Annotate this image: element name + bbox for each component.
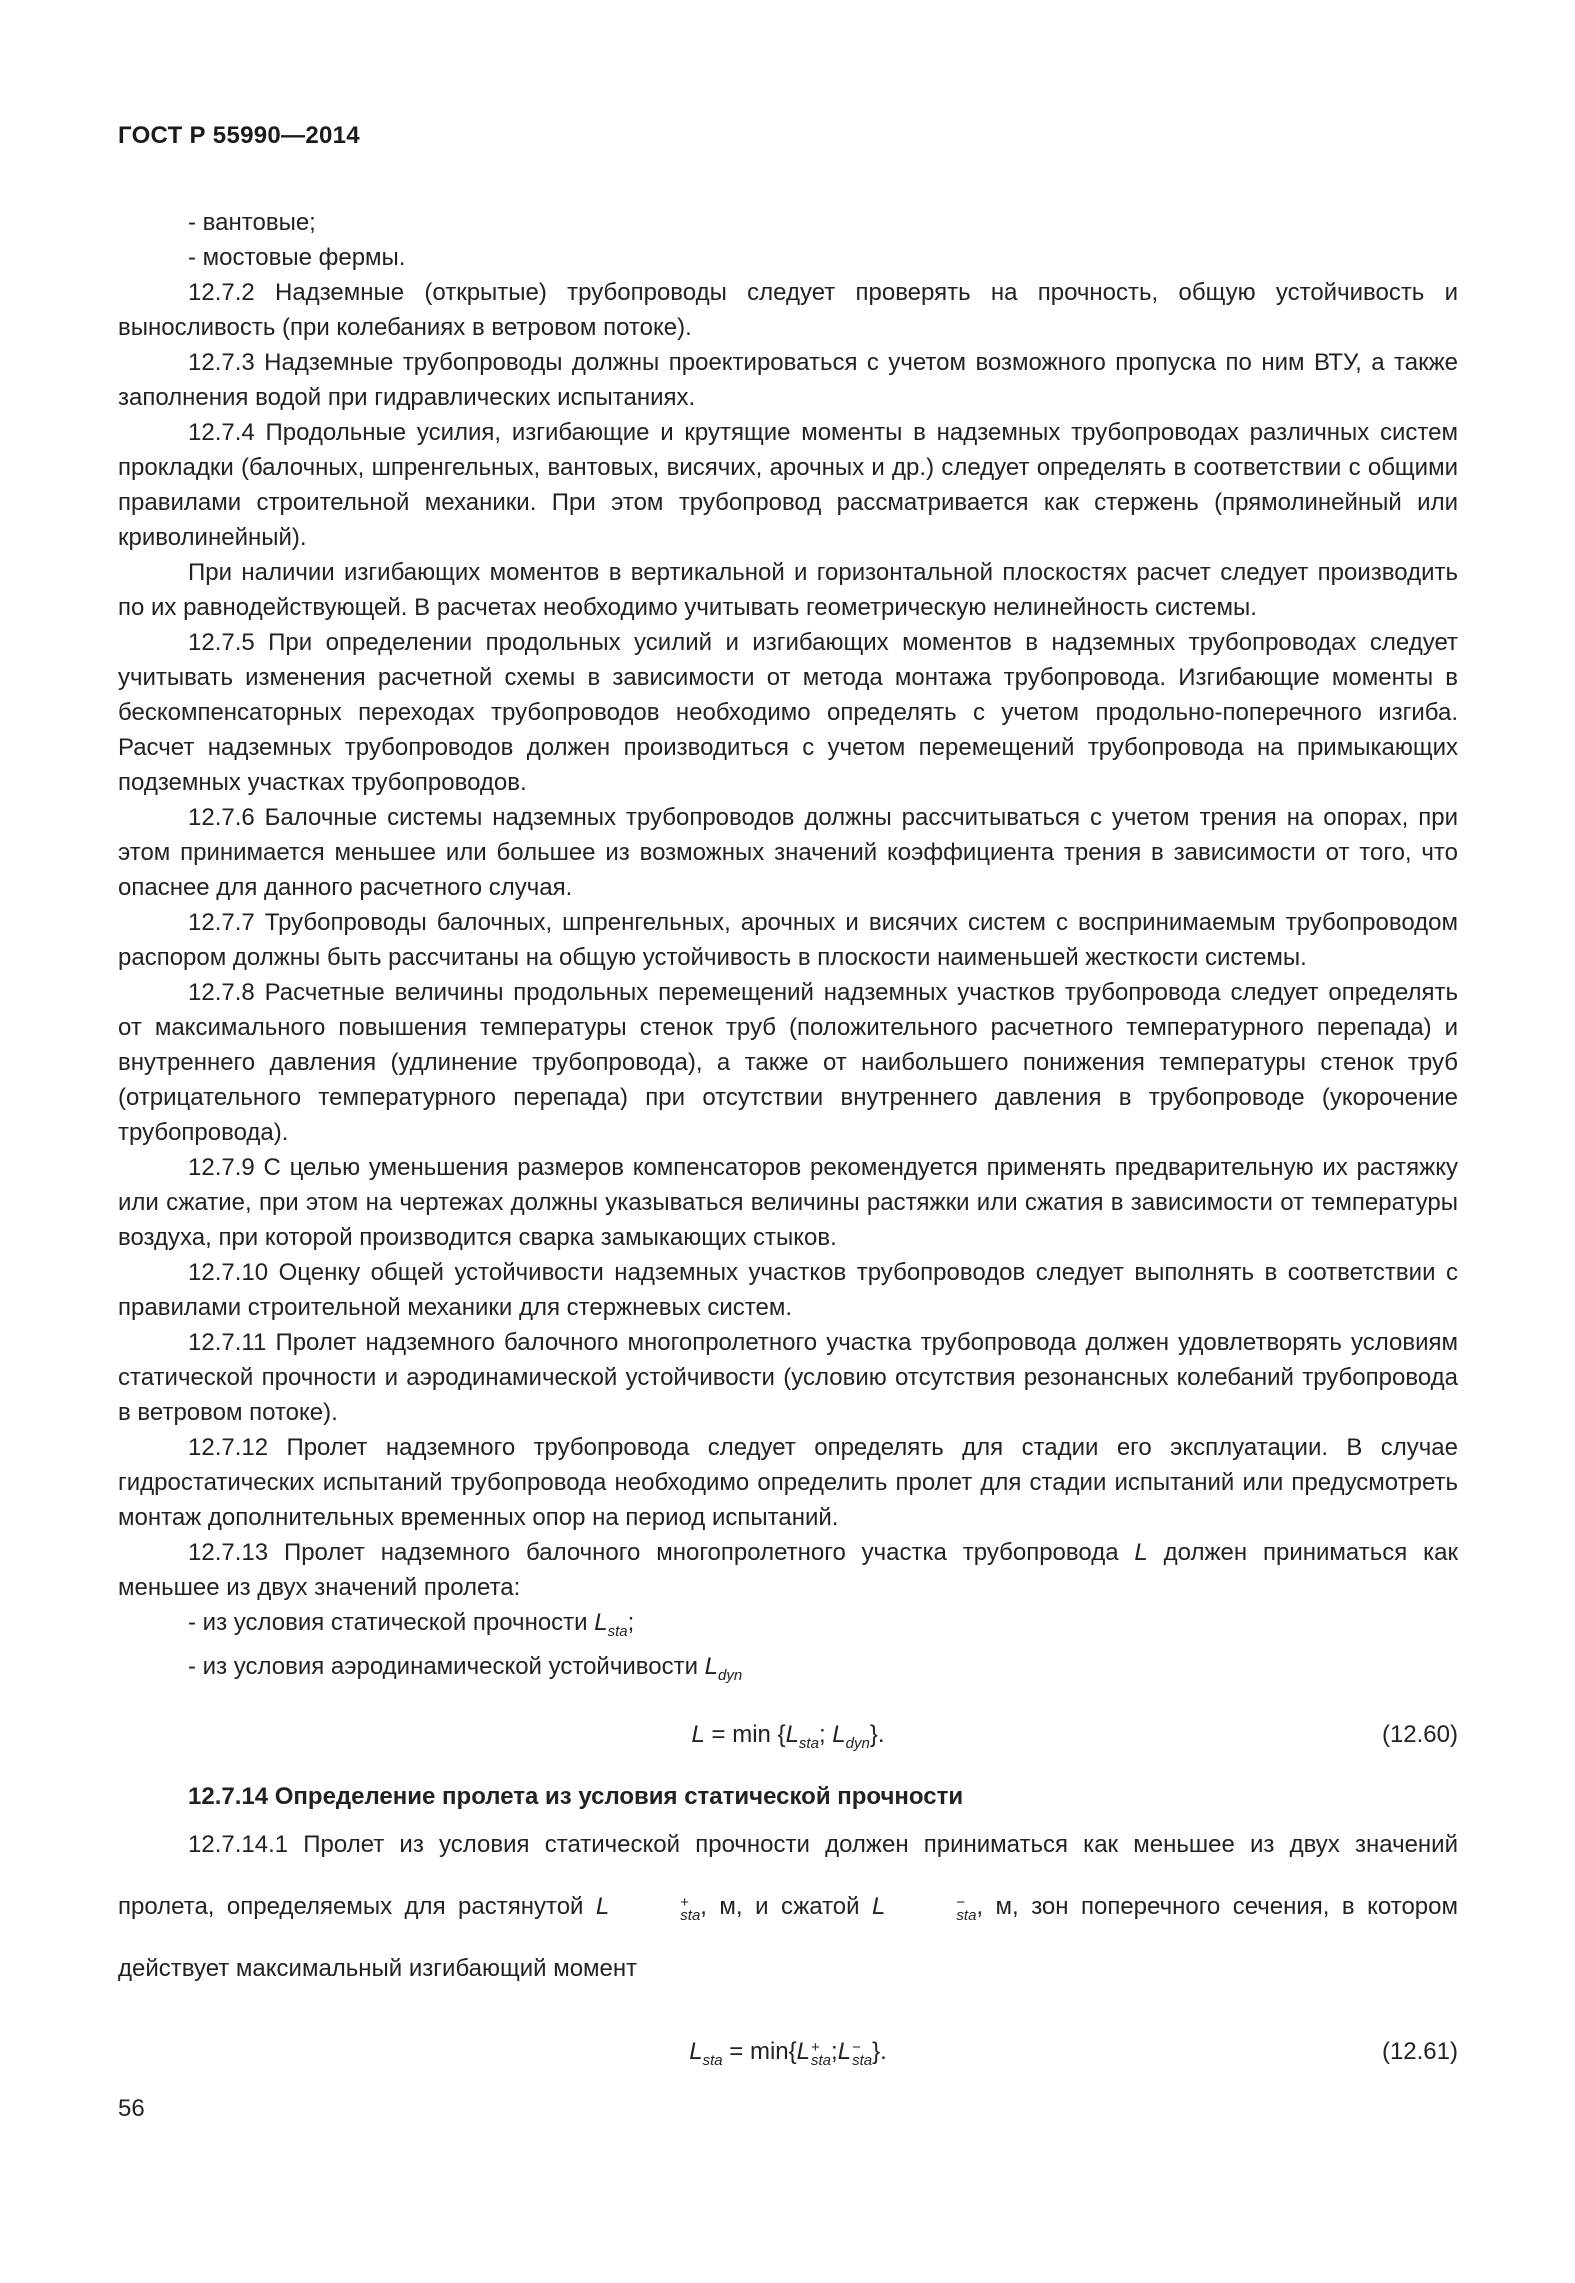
paragraph-12-7-12: 12.7.12 Пролет надземного трубопровода следует определять для стадии его эксплуатации. В случае гидростатических испытаний трубопровода необходимо определить пролет для стадии испытаний или предусмотреть монтаж дополнительных временных опор на период испытаний. — [118, 1434, 1458, 1531]
superscript-subscript: + sta — [680, 1893, 701, 1924]
paragraph-12-7-5: 12.7.5 При определении продольных усилий и изгибающих моментов в надземных трубопроводах следует учитывать изменения расчетной схемы в зависимости от метода монтажа трубопровода. Изгибающие моменты в бескомпенсаторных переходах трубопроводов необходимо определять с учетом продольно-поперечного изгиба. Расчет надземных трубопроводов должен производиться с учетом перемещений трубопровода на примыкающих подземных участках трубопроводов. — [118, 629, 1458, 796]
superscript-subscript: − sta — [852, 2038, 873, 2069]
formula-expression: $L = \min \{L_{sta}$; $L_{dyn}$}. — [691, 1720, 885, 1752]
page-number: 56 — [118, 2095, 145, 2122]
formula-12-60 — [118, 1703, 1458, 1765]
list-item: - вантовые; — [188, 209, 316, 236]
paragraph-12-7-10: 12.7.10 Оценку общей устойчивости надземных участков трубопроводов следует выполнять в соответствии с правилами строительной механики для стержневых систем. — [118, 1259, 1458, 1321]
formula-number: (12.61) — [1381, 2037, 1458, 2065]
formula-expression: $L_{sta} = \min\{L$ + sta ;L − sta }. — [689, 2037, 887, 2069]
paragraph-12-7-9: 12.7.9 С целью уменьшения размеров компенсаторов рекомендуется применять предварительную их растяжку или сжатие, при этом на чертежах должны указываться величины растяжки или сжатия в зависимости от температуры воздуха, при которой производится сварка замыкающих стыков. — [118, 1154, 1458, 1251]
paragraph-12-7-6: 12.7.6 Балочные системы надземных трубопроводов должны рассчитываться с учетом трения на опорах, при этом принимается меньшее или большее из возможных значений коэффициента трения в зависимости от того, что опаснее для данного расчетного случая. — [118, 804, 1458, 901]
formula-number: (12.60) — [1381, 1720, 1458, 1748]
paragraph-12-7-11: 12.7.11 Пролет надземного балочного многопролетного участка трубопровода должен удовлетворять условиям статической прочности и аэродинамической устойчивости (условию отсутствия резонансных колебаний трубопровода в ветровом потоке). — [118, 1329, 1458, 1426]
list-item-dynamic-condition: - из условия аэродинамической устойчивости $L_{dyn}$ — [188, 1652, 743, 1684]
formula-12-61 — [118, 2016, 1458, 2086]
paragraph-12-7-2: 12.7.2 Надземные (открытые) трубопроводы следует проверять на прочность, общую устойчивость и выносливость (при колебаниях в ветровом потоке). — [118, 279, 1458, 341]
document-header: ГОСТ Р 55990—2014 — [118, 122, 360, 149]
paragraph-12-7-14-1: 12.7.14.1 Пролет из условия статической прочности должен приниматься как меньшее из двух значений пролета, определяемых для растянутой L + sta , м, и сжатой L − sta , м, зон поперечного сечения, в котором действует максимальный изгибающий момент — [118, 1830, 1459, 1982]
section-heading-12-7-14: 12.7.14 Определение пролета из условия статической прочности — [188, 1782, 964, 1810]
document-body — [118, 205, 1458, 2086]
list-item: - мостовые фермы. — [188, 244, 406, 271]
paragraph-12-7-13: 12.7.13 Пролет надземного балочного многопролетного участка трубопровода L должен приниматься как меньшее из двух значений пролета: — [118, 1539, 1458, 1601]
list-item-static-condition: - из условия статической прочности $L_{sta}$; — [188, 1609, 635, 1640]
paragraph-12-7-8: 12.7.8 Расчетные величины продольных перемещений надземных участков трубопровода следует определять от максимального повышения температуры стенок труб (положительного расчетного температурного перепада) и внутреннего давления (удлинение трубопровода), а также от наибольшего понижения температуры стенок труб (отрицательного температурного перепада) при отсутствии внутреннего давления в трубопроводе (укорочение трубопровода). — [118, 979, 1458, 1146]
paragraph-resultant-moments: При наличии изгибающих моментов в вертикальной и горизонтальной плоскостях расчет следует производить по их равнодействующей. В расчетах необходимо учитывать геометрическую нелинейность системы. — [118, 559, 1458, 621]
paragraph-12-7-3: 12.7.3 Надземные трубопроводы должны проектироваться с учетом возможного пропуска по ним ВТУ, а также заполнения водой при гидравлических испытаниях. — [118, 349, 1458, 411]
paragraph-12-7-4: 12.7.4 Продольные усилия, изгибающие и крутящие моменты в надземных трубопроводах различных систем прокладки (балочных, шпренгельных, вантовых, висячих, арочных и др.) следует определять в соответствии с общими правилами строительной механики. При этом трубопровод рассматривается как стержень (прямолинейный или криволинейный). — [118, 419, 1458, 551]
paragraph-12-7-7: 12.7.7 Трубопроводы балочных, шпренгельных, арочных и висячих систем с воспринимаемым трубопроводом распором должны быть рассчитаны на общую устойчивость в плоскости наименьшей жесткости системы. — [118, 909, 1458, 971]
superscript-subscript: + sta — [811, 2038, 832, 2069]
superscript-subscript: − sta — [956, 1893, 977, 1924]
